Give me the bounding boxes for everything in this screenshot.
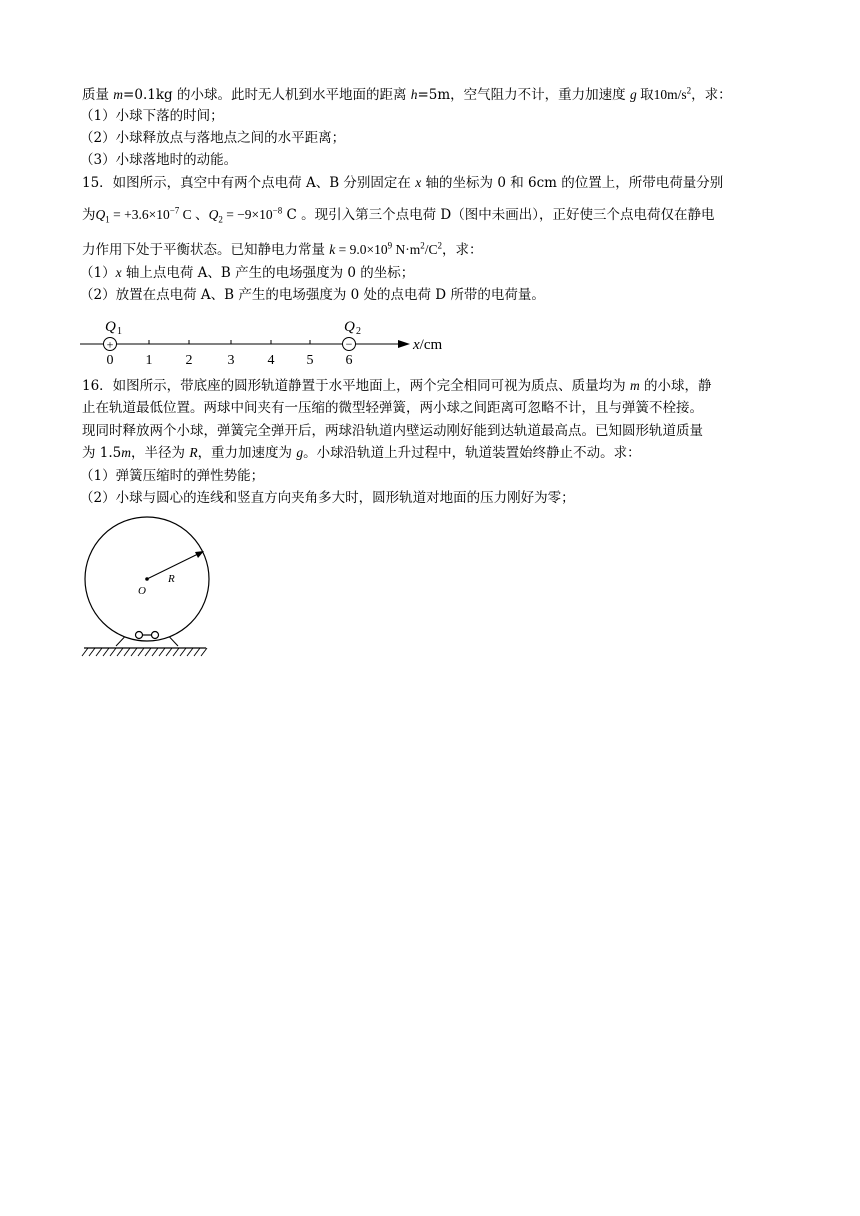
q15-line-2: [82, 205, 715, 225]
ball-right: [152, 632, 159, 639]
q1-formula: $Q_1 = +3.6\times 10^{-7}$ C 、: [95, 205, 209, 225]
tick-label: 2: [185, 353, 193, 368]
k-formula: $k = 9.0\times 10^9$ $N\cdot m^2/C^2$: [329, 240, 443, 257]
q16-track-figure: [76, 515, 216, 663]
text: 质量: [82, 87, 114, 103]
q16-line-2: 止在轨道最低位置。两球中间夹有一压缩的微型轻弹簧，两小球之间距离可忽略不计，且与弹簧不栓接。: [82, 400, 703, 416]
charge-q2-sign: −: [345, 337, 353, 351]
q15-sub-2: （2）放置在点电荷 A、B 产生的电场强度为 0 处的点电荷 D 所带的电荷量。: [80, 287, 545, 303]
q2-label: Q: [344, 319, 355, 335]
q14-sub-3: （3）小球落地时的动能。: [80, 152, 238, 168]
q14-sub-1: （1）小球下落的时间；: [80, 108, 224, 124]
q2-formula: $Q_2 = -9\times 10^{-8}$: [208, 205, 283, 225]
q1-label: Q: [105, 319, 116, 335]
q16-sub-2: （2）小球与圆心的连线和竖直方向夹角多大时，圆形轨道对地面的压力刚好为零；: [80, 490, 575, 506]
tick-label: 0: [106, 353, 114, 368]
q16-sub-1: （1）弹簧压缩时的弹性势能；: [80, 468, 265, 484]
q15-axis-figure: [76, 312, 456, 368]
exponent: 2: [686, 85, 692, 96]
text: ，求：: [691, 87, 732, 103]
q15-line-1: [82, 173, 723, 193]
axis-arrow-icon: [398, 340, 410, 348]
var-x: x: [415, 175, 422, 190]
q16-line-1: 16．如图所示，带底座的圆形轨道静置于水平地面上，两个完全相同可视为质点、质量均为 m 的小球，静: [82, 378, 712, 394]
q16-line-3: 现同时释放两个小球，弹簧完全弹开后，两球沿轨道内壁运动刚好能到达轨道最高点。已知圆形轨道质量: [82, 423, 703, 439]
var-g: g: [629, 87, 637, 102]
var-m: m: [113, 87, 124, 102]
ball-left: [136, 632, 143, 639]
text: =5m，空气阻力不计，重力加速度: [417, 87, 630, 103]
ground-hatching: [82, 648, 207, 656]
tick-label: 6: [345, 353, 353, 368]
tick-label: 4: [267, 353, 275, 368]
tick-label: 5: [306, 353, 314, 368]
text: ，求：: [442, 242, 483, 258]
text: 为: [82, 207, 96, 223]
q16-line-4: 为 1.5m，半径为 R，重力加速度为 g。小球沿轨道上升过程中，轨道装置始终静止不动。求：: [82, 445, 641, 461]
tick-label: 3: [227, 353, 235, 368]
q15-sub-1: （1）x 轴上点电荷 A、B 产生的电场强度为 0 的坐标；: [80, 265, 415, 281]
q2-label-sub: 2: [356, 326, 361, 337]
text: =0.1kg 的小球。此时无人机到水平地面的距离: [123, 87, 411, 103]
text: C 。现引入第三个点电荷 D（图中未画出），正好使三个点电荷仅在静电: [282, 207, 715, 223]
q14-sub-2: （2）小球释放点与落地点之间的水平距离；: [80, 130, 346, 146]
q1-label-sub: 1: [117, 326, 122, 337]
text: 轴的坐标为 0 和 6cm 的位置上，所带电荷量分别: [421, 175, 724, 191]
axis-label: x/cm: [413, 337, 443, 353]
var-h: h: [410, 87, 418, 102]
q15-line-3: [82, 240, 483, 260]
text: 取10m/s: [636, 87, 687, 102]
q14-line-1: [82, 85, 732, 105]
axis-ticks: [110, 340, 349, 344]
text: 15．如图所示，真空中有两个点电荷 A、B 分别固定在: [82, 175, 416, 191]
text: 力作用下处于平衡状态。已知静电力常量: [82, 242, 330, 258]
charge-q1-sign: +: [106, 337, 114, 352]
radius-label: R: [168, 573, 175, 585]
center-label: O: [138, 585, 146, 597]
tick-label: 1: [145, 353, 153, 368]
